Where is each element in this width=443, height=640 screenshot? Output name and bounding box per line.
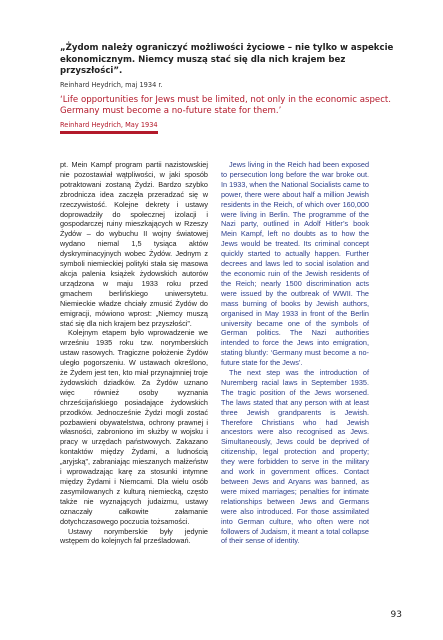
- epigraph-quote-english: ‘Life opportunities for Jews must be limited, not only in the economic aspect. Germany must become a no-future state for them.’: [60, 94, 392, 116]
- epigraph-quote-polish: „Żydom należy ograniczyć możliwości życiowe – nie tylko w aspekcie ekonomicznym. Niemcy muszą stać się dla nich krajem bez przyszłości”.: [60, 43, 394, 76]
- epigraph-attribution-polish: Reinhard Heydrich, maj 1934 r.: [60, 80, 163, 89]
- english-column: [221, 160, 369, 546]
- english-paragraph-2: The next step was the introduction of Nuremberg racial laws in September 1935. The tragic position of the Jews worsened. The laws stated that any person with at least three Jewish grandparents is Jewish. Therefore Christians who had Jewish ancestors were also recognised as Jews. Simultaneously, Jews could be deprived of citizenship, legal protection and property; they were forbidden to serve in the military and work in government offices. Contact between Jews and Aryans was banned, as were mixed marriages; penalties for intimate relationships between Jews and Germans were also introduced. For those assimilated into German culture, who often were not followers of Judaism, it meant a total collapse of their sense of identity.: [221, 368, 369, 546]
- accent-divider: [60, 131, 158, 134]
- polish-paragraph-3: Ustawy norymberskie były jedynie wstępem do kolejnych fal prześladowań.: [60, 526, 208, 546]
- polish-paragraph-1: pt. Mein Kampf program partii nazistowskiej nie pozostawiał wątpliwości, w jaki sposób potraktowani zostaną Żydzi. Bardzo szybko zbrodnicza idea zaczęła przeradzać się w rzeczywistość. Kolejne dekrety i ustawy doprowadziły do społecznej izolacji i gospodarczej ruiny mieszkających w Rzeszy Żydów – do wybuchu II wojny światowej wydano niemal 1,5 tysiąca aktów dyskryminacyjnych wobec Żydów. Jednym z symboli niemieckiej polityki stała się masowa akcja palenia książek żydowskich autorów urządzona w maju 1933 roku przed gmachem berlińskiego uniwersytetu. Niemieckie władze chciały zmusić Żydów do emigracji, mówiono wprost: „Niemcy muszą stać się dla nich krajem bez przyszłości”.: [60, 160, 208, 328]
- page-number: 93: [390, 610, 402, 620]
- english-paragraph-1: Jews living in the Reich had been exposed to persecution long before the war broke out. In 1933, when the National Socialists came to power, there were about half a million Jewish residents in the Reich, of which over 160,000 were living in Berlin. The programme of the Nazi party, outlined in Adolf Hitler’s book Mein Kampf, left no doubts as to how the Jews would be treated. Its criminal concept quickly started to actually happen. Further decrees and laws led to social isolation and the economic ruin of the Jewish residents of the Reich; nearly 1500 discrimination acts were issued by the outbreak of WWII. The mass burning of books by Jewish authors, organised in May 1933 in front of the Berlin university became one of the symbols of German politics. The Nazi authorities intended to force the Jews into emigration, stating bluntly: ‘Germany must become a no-future state for the Jews’.: [221, 160, 369, 368]
- epigraph-attribution-english: Reinhard Heydrich, May 1934: [60, 120, 158, 129]
- polish-paragraph-2: Kolejnym etapem było wprowadzenie we wrześniu 1935 roku tzw. norymberskich ustaw rasowych. Tragiczne położenie Żydów uległo pogorszeniu. W ustawach określono, że Żydem jest ten, kto miał przynajmniej troje żydowskich dziadków. Za Żydów uznano więc również osoby wyznania chrześcijańskiego posiadające żydowskich przodków. Jednocześnie Żydzi mogli zostać pozbawieni obywatelstwa, ochrony prawnej i własności, zabroniono im służby w wojsku i pracy w urzędach państwowych. Zakazano kontaktów między Żydami, a ludnością „aryjską”, zabraniając mieszanych małżeństw i wprowadzając karę za stosunki intymne między Żydami i Niemcami. Dla wielu osób zasymilowanych z kulturą niemiecką, często także nie wyznających judaizmu, ustawy oznaczały całkowite załamanie dotychczasowego poczucia tożsamości.: [60, 328, 208, 526]
- epigraph: [60, 43, 400, 129]
- polish-column: [60, 160, 208, 546]
